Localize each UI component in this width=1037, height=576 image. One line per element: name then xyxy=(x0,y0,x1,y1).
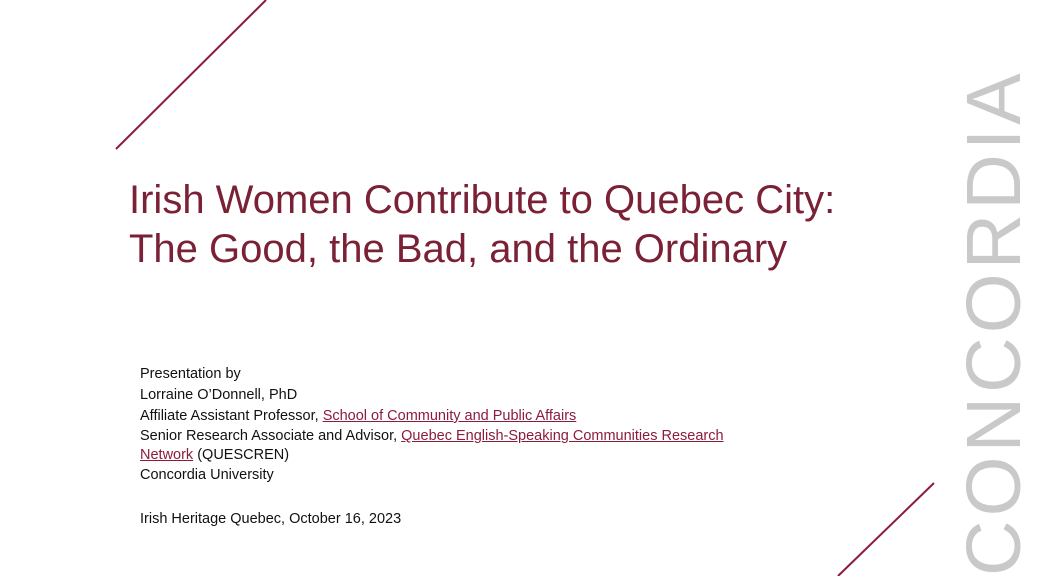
concordia-wordmark: CONCORDIA xyxy=(951,69,1037,576)
role-affiliate xyxy=(140,406,780,427)
role-senior xyxy=(140,427,780,446)
presenter-info xyxy=(140,364,780,530)
presenter-name: Lorraine O’Donnell, PhD xyxy=(140,387,298,403)
role-senior-continued xyxy=(140,446,780,465)
role-senior-prefix: Senior Research Associate and Advisor, xyxy=(140,428,402,444)
quescren-suffix: (QUESCREN) xyxy=(193,447,290,463)
slide-title xyxy=(129,176,929,274)
quescren-link-part1[interactable]: Quebec English-Speaking Communities Research xyxy=(401,428,724,444)
school-link[interactable]: School of Community and Public Affairs xyxy=(322,408,577,424)
presentation-by: Presentation by xyxy=(140,366,241,382)
role-affiliate-prefix: Affiliate Assistant Professor, xyxy=(140,408,323,424)
title-line-1: Irish Women Contribute to Quebec City: xyxy=(129,178,836,222)
top-diagonal-line xyxy=(116,0,266,149)
university: Concordia University xyxy=(140,467,274,483)
quescren-link-part2[interactable]: Network xyxy=(140,447,194,463)
spacer xyxy=(140,486,780,509)
title-line-2: The Good, the Bad, and the Ordinary xyxy=(129,227,788,271)
event-info: Irish Heritage Quebec, October 16, 2023 xyxy=(140,511,402,527)
bottom-diagonal-line xyxy=(838,483,934,576)
